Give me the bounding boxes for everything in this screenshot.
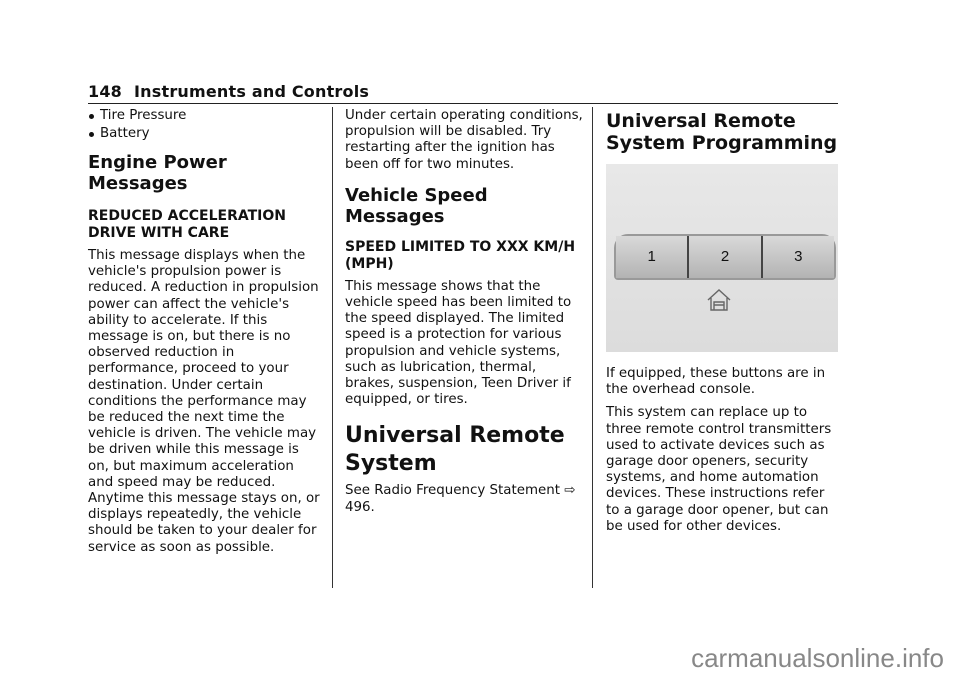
- column-1: [88, 108, 323, 563]
- list-item: Battery: [88, 126, 323, 144]
- bullet-list: [88, 108, 323, 144]
- body-paragraph: This system can replace up to three remote control transmitters used to activate devices such as garage door openers, security systems, and home automation devices. These instructions refer to a garage door opener, but can be used for other devices.: [606, 405, 832, 534]
- remote-button-2: 2: [689, 236, 762, 278]
- body-paragraph: Under certain operating conditions, propulsion will be disabled. Try restarting after the ignition has been off for two minutes.: [345, 108, 583, 172]
- watermark: carmanualsonline.info: [691, 643, 944, 673]
- garage-house-icon: [706, 288, 732, 312]
- remote-button-3: 3: [763, 236, 834, 278]
- message-heading: SPEED LIMITED TO XXX KM/H (MPH): [345, 238, 576, 272]
- list-item: Tire Pressure: [88, 108, 323, 126]
- column-2: [345, 108, 585, 523]
- column-divider: [592, 107, 593, 588]
- section-title: Instruments and Controls: [134, 82, 370, 101]
- body-paragraph: If equipped, these buttons are in the overhead console.: [606, 366, 826, 398]
- section-heading: Universal Remote System Programming: [606, 110, 838, 154]
- page-header: [88, 82, 369, 101]
- page-ref-arrow-icon: ⇨: [564, 483, 576, 499]
- remote-button-panel: [614, 234, 836, 280]
- section-heading: Vehicle Speed Messages: [345, 184, 488, 227]
- page-number: 148: [88, 82, 122, 101]
- overhead-console-photo: [606, 164, 838, 352]
- body-paragraph: This message shows that the vehicle speed has been limited to the speed displayed. The limited speed is a protection for various propulsion and vehicle systems, such as lubrication, thermal, brakes, suspension, Teen Driver if equipped, or tires.: [345, 278, 572, 408]
- major-heading: Universal Remote System: [345, 423, 565, 477]
- body-paragraph: This message displays when the vehicle's propulsion power is reduced. A reduction in propulsion power can affect the vehicle's ability to accelerate. If this message is on, but there is no observed reduction in performance, proceed to your destination. Under certain conditions the performance may be reduced the next time the vehicle is driven. The vehicle may be driven while this message is on, but maximum acceleration and speed may be reduced. Anytime this message stays on, or displays repeatedly, the vehicle should be taken to your dealer for service as soon as possible.: [88, 248, 320, 555]
- column-divider: [332, 107, 333, 588]
- cross-reference[interactable]: See Radio Frequency Statement ⇨ 496.: [345, 483, 576, 515]
- message-heading: REDUCED ACCELERATION DRIVE WITH CARE: [88, 208, 287, 241]
- column-3: [606, 108, 841, 542]
- section-heading: Engine Power Messages: [88, 152, 227, 194]
- header-rule: [88, 103, 838, 104]
- remote-button-1: 1: [616, 236, 689, 278]
